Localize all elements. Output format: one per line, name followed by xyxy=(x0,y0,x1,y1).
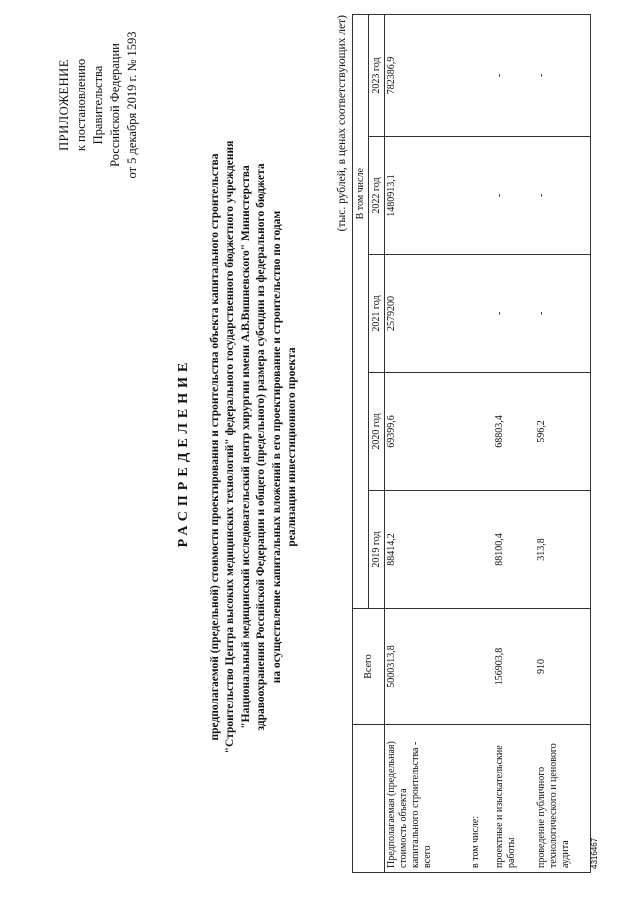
cell-value: - xyxy=(535,137,591,255)
appendix-line: Российской Федерации xyxy=(108,43,122,167)
subtitle-line: здравоохранения Российской Федерации и общего (предельного) размера субсидии из федерального бюджета xyxy=(255,163,268,731)
cell-value: 2579200 xyxy=(385,255,469,373)
header-including: В том числе xyxy=(353,14,369,372)
subtitle-line: "Строительство Центра высоких медицинских технологий" федерального государственного бюджетного учреждения xyxy=(224,140,237,754)
document-title: РАСПРЕДЕЛЕНИЕ xyxy=(176,357,191,548)
row-label: в том числе: xyxy=(469,725,493,873)
row-label: Предполагаемая (предельная) стоимость объекта капитального строительства - всего xyxy=(385,725,469,873)
subtitle-line: реализации инвестиционного проекта xyxy=(286,347,299,547)
document-id: 4316467 xyxy=(590,837,599,869)
cell-value xyxy=(469,255,493,373)
distribution-table xyxy=(352,14,591,873)
cell-value: 88100,4 xyxy=(493,491,535,609)
cell-value: 69399,6 xyxy=(385,373,469,491)
cell-value: - xyxy=(493,137,535,255)
table-row xyxy=(385,14,469,872)
cell-total: 5000313,8 xyxy=(385,609,469,725)
cell-value: 782386,9 xyxy=(385,14,469,136)
cell-value xyxy=(469,373,493,491)
table-row xyxy=(493,14,535,872)
appendix-line: к постановлению Правительства xyxy=(74,58,105,152)
document-subtitle xyxy=(208,127,300,767)
appendix-heading: ПРИЛОЖЕНИЕ xyxy=(57,59,71,151)
header-empty xyxy=(353,373,369,609)
header-year: 2021 год xyxy=(369,255,385,373)
cell-total: 156903,8 xyxy=(493,609,535,725)
cell-value xyxy=(469,137,493,255)
header-empty xyxy=(353,725,385,873)
cell-value: - xyxy=(535,14,591,136)
appendix-line: от 5 декабря 2019 г. № 1593 xyxy=(125,31,139,179)
units-note: (тыс. рублей, в ценах соответствующих лет) xyxy=(336,15,348,232)
cell-total xyxy=(469,609,493,725)
header-year: 2019 год xyxy=(369,491,385,609)
header-year: 2022 год xyxy=(369,137,385,255)
header-year: 2020 год xyxy=(369,373,385,491)
table-row xyxy=(535,14,591,872)
subtitle-line: на осуществление капитальных вложений в его проектирование и строительство по годам xyxy=(270,210,283,684)
table-row xyxy=(469,14,493,872)
cell-value: 313,8 xyxy=(535,491,591,609)
cell-value: - xyxy=(535,255,591,373)
cell-value xyxy=(469,14,493,136)
subtitle-line: "Национальный медицинский исследовательский центр хирургии имени А.В.Вишневского" Министерства xyxy=(239,165,252,729)
row-label: проектные и изыскательские работы xyxy=(493,725,535,873)
appendix-block xyxy=(56,20,141,190)
cell-value: 68803,4 xyxy=(493,373,535,491)
cell-value: 1480913,1 xyxy=(385,137,469,255)
cell-value: 596,2 xyxy=(535,373,591,491)
cell-value: 88414,2 xyxy=(385,491,469,609)
row-label: проведение публичного технологического и ценового аудита xyxy=(535,725,591,873)
header-year: 2023 год xyxy=(369,14,385,136)
cell-total: 910 xyxy=(535,609,591,725)
cell-value: - xyxy=(493,14,535,136)
header-total: Всего xyxy=(353,609,385,725)
cell-value: - xyxy=(493,255,535,373)
cell-value xyxy=(469,491,493,609)
subtitle-line: предполагаемой (предельной) стоимости проектирования и строительства объекта капитального строительства xyxy=(209,153,221,741)
